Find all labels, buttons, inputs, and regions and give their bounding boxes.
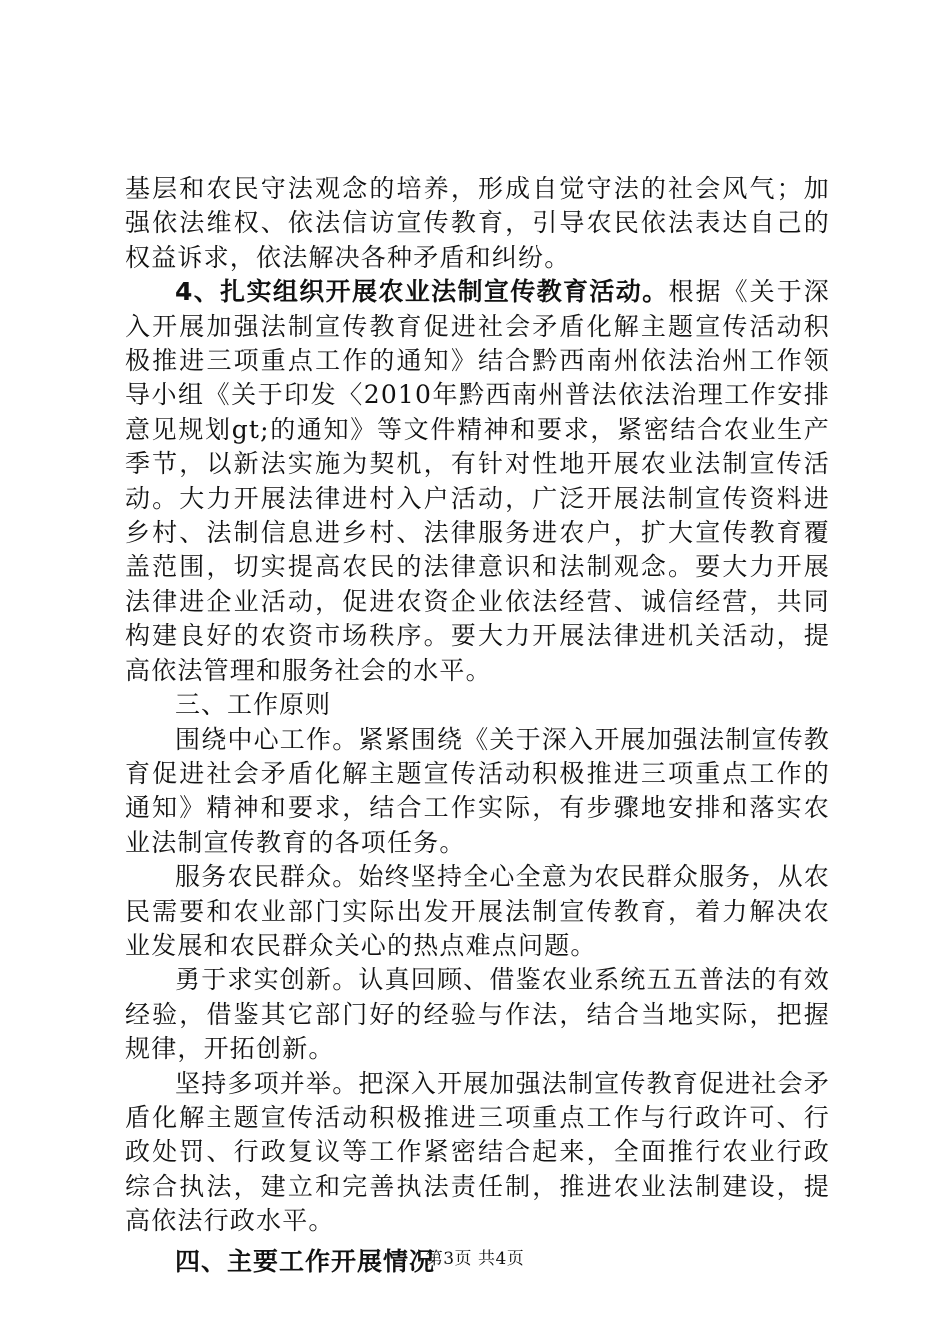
- page-footer: 第3页 共4页: [425, 1249, 525, 1269]
- item-4-lead: 4、扎实组织开展农业法制宣传教育活动。: [175, 277, 669, 307]
- principle-paragraph-4: 坚持多项并举。把深入开展加强法制宣传教育促进社会矛盾化解主题宣传活动积极推进三项重点工作与行政许可、行政处罚、行政复议等工作紧密结合起来，全面推行农业行政综合执法，建立和完善执法责任制，推进农业法制建设，提高依法行政水平。: [125, 1068, 831, 1236]
- principle-paragraph-2: 服务农民群众。始终坚持全心全意为农民群众服务，从农民需要和农业部门实际出发开展法制宣传教育，着力解决农业发展和农民群众关心的热点难点问题。: [125, 862, 831, 960]
- section-heading-4: 四、主要工作开展情况: [175, 1246, 436, 1276]
- section-heading-3: 三、工作原则: [175, 690, 332, 720]
- principle-paragraph-3: 勇于求实创新。认真回顾、借鉴农业系统五五普法的有效经验，借鉴其它部门好的经验与作法，结合当地实际，把握规律，开拓创新。: [125, 965, 831, 1064]
- document-body: [125, 172, 830, 1279]
- paragraph-continuation: 基层和农民守法观念的培养，形成自觉守法的社会风气；加强依法维权、依法信访宣传教育，引导农民依法表达自己的权益诉求，依法解决各种矛盾和纠纷。: [125, 174, 830, 272]
- item-4-body: 根据《关于深入开展加强法制宣传教育促进社会矛盾化解主题宣传活动积极推进三项重点工作的通知》结合黔西南州依法治州工作领导小组《关于印发〈2010年黔西南州普法依法治理工作安排意见规划gt;的通知》等文件精神和要求，紧密结合农业生产季节，以新法实施为契机，有针对性地开展农业法制宣传活动。大力开展法律进村入户活动，广泛开展法制宣传资料进乡村、法制信息进乡村、法律服务进农户，扩大宣传教育覆盖范围，切实提高农民的法律意识和法制观念。要大力开展法律进企业活动，促进农资企业依法经营、诚信经营，共同构建良好的农资市场秩序。要大力开展法律进机关活动，提高依法管理和服务社会的水平。: [125, 277, 830, 685]
- paragraph-item-4: [125, 275, 830, 688]
- principle-paragraph-1: 围绕中心工作。紧紧围绕《关于深入开展加强法制宣传教育促进社会矛盾化解主题宣传活动积极推进三项重点工作的通知》精神和要求，结合工作实际，有步骤地安排和落实农业法制宣传教育的各项任务。: [125, 724, 831, 857]
